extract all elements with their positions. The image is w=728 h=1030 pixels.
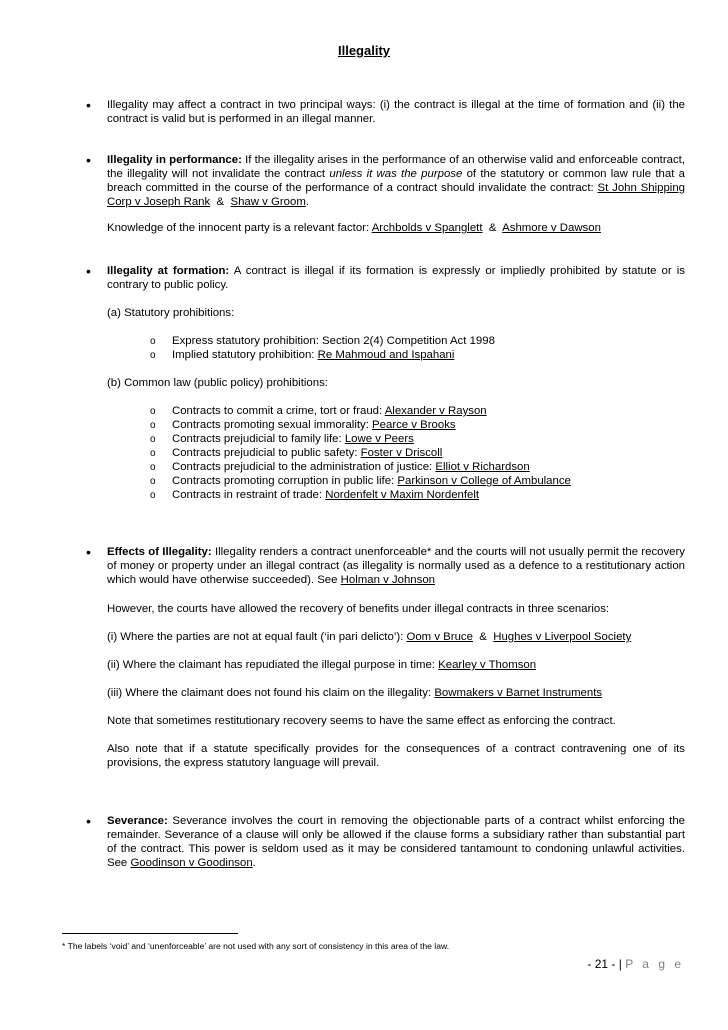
formation-heading: Illegality at formation:: [107, 265, 230, 277]
sub-bullet-icon: o: [150, 476, 156, 487]
statutory-heading: (a) Statutory prohibitions:: [107, 307, 235, 319]
knowledge-paragraph: Knowledge of the innocent party is a relevant factor: Archbolds v Spanglett & Ashmore v Dawson: [107, 222, 601, 234]
case-reference: Hughes v Liverpool Society: [493, 631, 632, 643]
performance-paragraph: Illegality in performance: If the illegality arises in the performance of an otherwise valid and enforceable contract, the illegality will not invalidate the contract unless it was the purpose of the statutory or common law rule that a breach committed in the course of the performance of a contract should invalidate the contract: St John Shipping Corp v Joseph Rank & Shaw v Groom.: [107, 154, 686, 208]
formation-paragraph: Illegality at formation: A contract is illegal if its formation is expressly or impliedly prohibited by statute or is contrary to public policy.: [107, 265, 686, 291]
severance-paragraph: Severance: Severance involves the court in removing the objectionable parts of a contract whilst enforcing the remainder. Severance of a clause will only be allowed if the clause forms a subsidiary rather than substantial part of the contract. This power is seldom used as it may be considered tantamount to condoning unlawful activities. See Goodinson v Goodinson.: [107, 815, 685, 869]
bullet-icon: •: [86, 97, 91, 113]
list-item: Contracts prejudicial to public safety: Foster v Driscoll: [172, 447, 443, 459]
sub-bullet-icon: o: [150, 490, 156, 501]
list-item: Contracts promoting corruption in public life: Parkinson v College of Ambulance: [172, 475, 571, 487]
sub-bullet-icon: o: [150, 336, 156, 347]
common-law-heading: (b) Common law (public policy) prohibitions:: [107, 377, 328, 389]
sub-bullet-icon: o: [150, 434, 156, 445]
case-reference: St John Shipping Corp v Joseph Rank: [107, 182, 685, 208]
case-reference: Kearley v Thomson: [438, 659, 537, 671]
case-reference: Ashmore v Dawson: [502, 222, 601, 234]
note-paragraph: Note that sometimes restitutionary recovery seems to have the same effect as enforcing the contract.: [107, 715, 616, 727]
list-item: Contracts promoting sexual immorality: Pearce v Brooks: [172, 419, 456, 431]
case-reference: Re Mahmoud and Ispahani: [317, 349, 455, 361]
list-item: Contracts prejudicial to family life: Lowe v Peers: [172, 433, 414, 445]
case-reference: Holman v Johnson: [340, 574, 435, 586]
case-reference: Lowe v Peers: [344, 433, 414, 445]
sub-bullet-icon: o: [150, 406, 156, 417]
list-item: Implied statutory prohibition: Re Mahmoud and Ispahani: [172, 349, 455, 361]
case-reference: Goodinson v Goodinson: [130, 857, 253, 869]
bullet-icon: •: [86, 813, 91, 829]
bullet-icon: •: [86, 152, 91, 168]
case-reference: Oom v Bruce: [406, 631, 473, 643]
severance-heading: Severance:: [107, 815, 168, 827]
sub-bullet-icon: o: [150, 350, 156, 361]
page-number: - 21 - | P a g e: [587, 957, 684, 971]
sub-bullet-icon: o: [150, 420, 156, 431]
page-title: Illegality: [337, 43, 391, 58]
footnote-divider: [62, 933, 238, 934]
scenario-2: (ii) Where the claimant has repudiated the illegal purpose in time: Kearley v Thomson: [107, 659, 537, 671]
scenario-3: (iii) Where the claimant does not found his claim on the illegality: Bowmakers v Barnet Instruments: [107, 687, 603, 699]
effects-heading: Effects of Illegality:: [107, 546, 212, 558]
case-reference: Nordenfelt v Maxim Nordenfelt: [325, 489, 480, 501]
list-item: Contracts to commit a crime, tort or fraud: Alexander v Rayson: [172, 405, 487, 417]
intro-paragraph: Illegality may affect a contract in two principal ways: (i) the contract is illegal at the time of formation and (ii) the contract is valid but is performed in an illegal manner.: [107, 99, 685, 125]
case-reference: Bowmakers v Barnet Instruments: [434, 687, 603, 699]
case-reference: Pearce v Brooks: [372, 419, 456, 431]
case-reference: Archbolds v Spanglett: [371, 222, 483, 234]
list-item: Contracts prejudicial to the administration of justice: Elliot v Richardson: [172, 461, 530, 473]
scenario-1: (i) Where the parties are not at equal fault (‘in pari delicto’): Oom v Bruce & Hughes v Liverpool Society: [107, 631, 632, 643]
case-reference: Shaw v Groom: [230, 196, 306, 208]
case-reference: Alexander v Rayson: [384, 405, 487, 417]
bullet-icon: •: [86, 544, 91, 560]
list-item: Contracts in restraint of trade: Nordenfelt v Maxim Nordenfelt: [172, 489, 480, 501]
footnote: * The labels ‘void’ and ‘unenforceable’ are not used with any sort of consistency in this area of the law.: [62, 941, 450, 951]
also-paragraph: Also note that if a statute specifically provides for the consequences of a contract contravening one of its provisions, the express statutory language will prevail.: [107, 743, 685, 769]
case-reference: Parkinson v College of Ambulance: [397, 475, 571, 487]
effects-paragraph: Effects of Illegality: Illegality renders a contract unenforceable* and the courts will not usually permit the recovery of money or property under an illegal contract (as illegality is normally used as a defence to a restitutionary action which would have otherwise succeeded). See Holman v Johnson: [107, 546, 685, 586]
performance-heading: Illegality in performance:: [107, 154, 242, 166]
list-item: Express statutory prohibition: Section 2(4) Competition Act 1998: [172, 335, 495, 347]
sub-bullet-icon: o: [150, 462, 156, 473]
case-reference: Foster v Driscoll: [360, 447, 443, 459]
bullet-icon: •: [86, 263, 91, 279]
however-paragraph: However, the courts have allowed the recovery of benefits under illegal contracts in three scenarios:: [107, 603, 610, 615]
sub-bullet-icon: o: [150, 448, 156, 459]
case-reference: Elliot v Richardson: [435, 461, 530, 473]
